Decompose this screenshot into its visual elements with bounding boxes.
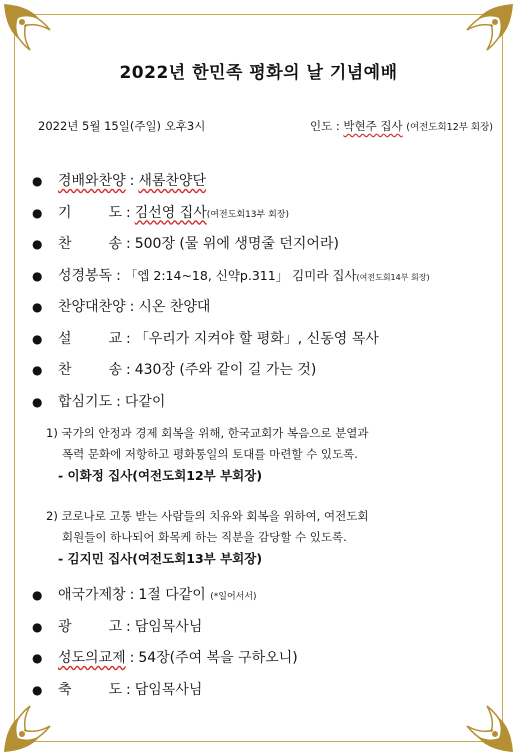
bullet-icon: ●	[32, 588, 43, 602]
list-item: ● 성도의교제 : 54장(주여 복을 구하오니)	[32, 647, 298, 679]
corner-ornament-top-left	[0, 0, 62, 62]
bullet-icon: ●	[32, 394, 43, 409]
item-value: 1절 다같이	[138, 587, 206, 603]
prayer-topic-2	[46, 506, 489, 569]
corner-ornament-top-right	[455, 0, 517, 62]
prayer-line: 2) 코로나로 고통 받는 사람들의 치유와 회복을 위하여, 여전도회	[46, 509, 369, 523]
prayer-line: 회원들이 하나되어 화목케 하는 직분을 감당할 수 있도록.	[62, 530, 347, 544]
item-label: 성경봉독	[58, 267, 113, 284]
item-value: 새롬찬양단	[138, 173, 206, 189]
item-value: 담임목사님	[134, 618, 203, 635]
list-item: ● 설 교 : 「우리가 지켜야 할 평화」, 신동영 목사	[32, 328, 379, 360]
leader-label: 인도 :	[309, 119, 344, 133]
item-label: 축 도	[58, 681, 122, 698]
item-value: 담임목사님	[134, 681, 203, 698]
item-note: (여전도회13부 회장)	[206, 209, 289, 220]
item-value: 「엡 2:14~18, 신약p.311」 김미라 집사	[124, 267, 357, 283]
document-title: 2022년 한민족 평화의 날 기념예배	[119, 63, 398, 83]
bullet-icon: ●	[32, 237, 43, 251]
item-value: 430장 (주와 같이 길 가는 것)	[134, 362, 317, 378]
leader-name: 박현주 집사	[343, 119, 403, 133]
item-label: 찬양대찬양	[58, 299, 126, 315]
item-label: 기 도	[58, 204, 122, 221]
prayer-leader: - 이화정 집사(여전도회12부 부회장)	[58, 468, 263, 483]
service-date: 2022년 5월 15일(주일) 오후3시	[38, 119, 206, 133]
item-label: 찬 송	[58, 236, 122, 252]
list-item: ● 기 도 : 김선영 집사 (여전도회13부 회장)	[32, 202, 289, 234]
item-label: 경배와찬양	[58, 173, 126, 189]
prayer-topic-1	[46, 423, 489, 486]
list-item: ● 광 고 : 담임목사님	[32, 616, 202, 648]
item-value: 54장(주여 복을 구하오니)	[138, 650, 298, 666]
list-item: ● 경배와찬양 : 새롬찬양단	[32, 170, 206, 202]
item-label: 광 고	[58, 618, 122, 635]
list-item: ● 성경봉독 : 「엡 2:14~18, 신약p.311」 김미라 집사 (여전도회14부 회장)	[32, 265, 430, 297]
bullet-icon: ●	[32, 619, 43, 634]
service-info	[38, 118, 493, 134]
prayer-line: 폭력 문화에 저항하고 평화통일의 토대를 마련할 수 있도록.	[62, 447, 358, 461]
leader-role: (여전도회12부 회장)	[406, 122, 493, 133]
bullet-icon: ●	[32, 174, 43, 188]
item-value: 500장 (물 위에 생명줄 던지어라)	[134, 236, 339, 252]
item-label: 성도의교제	[58, 650, 126, 666]
bullet-icon: ●	[32, 331, 43, 346]
item-label: 합심기도	[58, 393, 113, 410]
list-item: ● 합심기도 : 다같이	[32, 391, 165, 423]
item-value: 「우리가 지켜야 할 평화」, 신동영 목사	[134, 330, 379, 347]
item-note: (여전도회14부 회장)	[356, 272, 430, 282]
list-item: ● 찬 송 : 500장 (물 위에 생명줄 던지어라)	[32, 233, 339, 265]
item-value: 김선영 집사	[134, 204, 207, 221]
list-item: ● 축 도 : 담임목사님	[32, 679, 202, 711]
item-label: 설 교	[58, 330, 122, 347]
item-label: 애국가제창	[58, 587, 126, 603]
list-item: ● 애국가제창 : 1절 다같이 (*일어서서)	[32, 584, 257, 616]
prayer-leader: - 김지민 집사(여전도회13부 부회장)	[58, 551, 263, 566]
bullet-icon: ●	[32, 651, 43, 665]
bullet-icon: ●	[32, 363, 43, 377]
item-value: 시온 찬양대	[138, 299, 211, 315]
prayer-line: 1) 국가의 안정과 경제 회복을 위해, 한국교회가 복음으로 분열과	[46, 426, 369, 440]
bullet-icon: ●	[32, 682, 43, 697]
list-item: ● 찬양대찬양 : 시온 찬양대	[32, 296, 210, 328]
bullet-icon: ●	[32, 205, 43, 220]
bullet-icon: ●	[32, 268, 43, 283]
list-item: ● 찬 송 : 430장 (주와 같이 길 가는 것)	[32, 359, 316, 391]
item-label: 찬 송	[58, 362, 122, 378]
item-value: 다같이	[124, 393, 166, 410]
corner-ornament-bottom-right	[455, 694, 517, 756]
bullet-icon: ●	[32, 300, 43, 314]
service-leader	[310, 118, 493, 134]
item-note: (*일어서서)	[210, 592, 257, 602]
